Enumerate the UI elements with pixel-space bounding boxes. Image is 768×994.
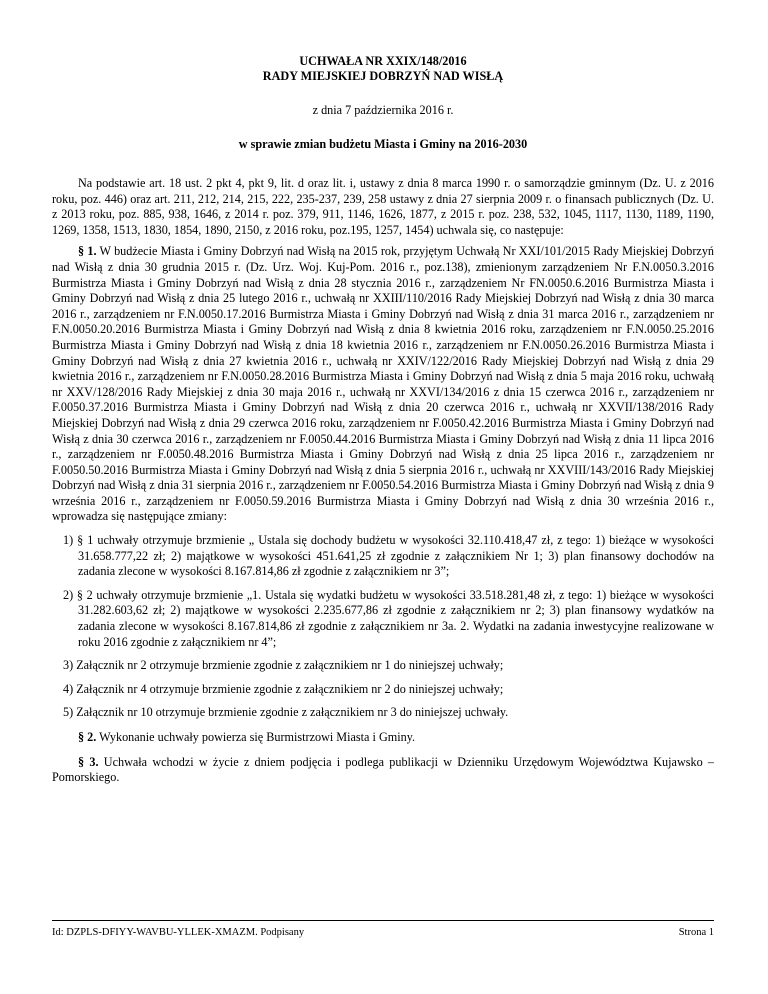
list-item: 3) Załącznik nr 2 otrzymuje brzmienie zgodnie z załącznikiem nr 1 do niniejszej uchwały; bbox=[63, 658, 504, 673]
section-1-paragraph bbox=[52, 244, 714, 525]
resolution-subject: w sprawie zmian budżetu Miasta i Gminy na 2016-2030 bbox=[238, 137, 528, 151]
footer-page-number: Strona 1 bbox=[678, 927, 714, 938]
resolution-title bbox=[52, 54, 714, 84]
footer-document-id: Id: DZPLS-DFIYY-WAVBU-YLLEK-XMAZM. Podpisany bbox=[52, 927, 305, 938]
section-2-mark: § 2. bbox=[78, 730, 97, 744]
list-item: 5) Załącznik nr 10 otrzymuje brzmienie zgodnie z załącznikiem nr 3 do niniejszej uchwały. bbox=[63, 705, 509, 720]
document-page bbox=[52, 54, 714, 786]
preamble-paragraph: Na podstawie art. 18 ust. 2 pkt 4, pkt 9, lit. d oraz lit. i, ustawy z dnia 8 marca 1990 r. o samorządzie gminnym (Dz. U. z 2016 roku, poz. 446) oraz art. 211, 212, 214, 215, 222, 235-237, 239, 258 ustawy z dnia 27 sierpnia 2009 r. o finansach publicznych (Dz. U. z 2013 roku, poz. 885, 938, 1646, z 2014 r. poz. 379, 911, 1146, 1626, 1877, z 2015 r. poz. 238, 532, 1045, 1117, 1130, 1189, 1190, 1269, 1358, 1513, 1830, 1854, 1890, 2150, z 2016 roku, poz.195, 1257, 1454) uchwala się, co następuje: bbox=[52, 176, 714, 237]
section-2-text: Wykonanie uchwały powierza się Burmistrzowi Miasta i Gminy. bbox=[99, 730, 416, 744]
amendment-list bbox=[52, 533, 714, 721]
list-item: 1) § 1 uchwały otrzymuje brzmienie „ Ustala się dochody budżetu w wysokości 32.110.418,47 zł, z tego: 1) bieżące w wysokości 31.658.777,22 zł; 2) majątkowe w wysokości 451.641,25 zł zgodnie z załącznikiem Nr 1; 3) plan finansowy dochodów na zadania zlecone w wysokości 8.167.814,86 zł zgodnie z załącznikiem nr 3”; bbox=[63, 533, 714, 579]
list-item: 4) Załącznik nr 4 otrzymuje brzmienie zgodnie z załącznikiem nr 2 do niniejszej uchwały; bbox=[63, 681, 504, 696]
section-3-paragraph bbox=[52, 755, 714, 786]
title-line-2: RADY MIEJSKIEJ DOBRZYŃ NAD WISŁĄ bbox=[262, 69, 504, 83]
section-2-paragraph bbox=[52, 730, 714, 746]
footer-divider bbox=[52, 920, 714, 921]
section-3-mark: § 3. bbox=[78, 754, 99, 769]
section-3-text: Uchwała wchodzi w życie z dniem podjęcia i podlega publikacji w Dzienniku Urzędowym Województwa Kujawsko – Pomorskiego. bbox=[52, 754, 715, 785]
resolution-date: z dnia 7 października 2016 r. bbox=[312, 103, 454, 117]
section-1-text: W budżecie Miasta i Gminy Dobrzyń nad Wisłą na 2015 rok, przyjętym Uchwałą Nr XXI/101/2015 Rady Miejskiej Dobrzyń nad Wisłą z dnia 30 grudnia 2015 r. (Dz. Urz. Woj. Kuj-Pom. 2016 r., poz.138), zmienionym zarządzeniem Nr F.N.0050.3.2016 Burmistrza Miasta i Gminy Dobrzyń nad Wisłą z dnia 28 stycznia 2016 r., zarządzeniem Nr FN.0050.6.2016 Burmistrza Miasta i Gminy Dobrzyń nad Wisłą z dnia 25 lutego 2016 r., uchwałą nr XXIII/110/2016 Rady Miejskiej Dobrzyń nad Wisłą z dnia 30 marca 2016 r., zarządzeniem nr F.N.0050.17.2016 Burmistrza Miasta i Gminy Dobrzyń nad Wisłą z dnia 31 marca 2016 r., zarządzeniem nr F.N.0050.20.2016 Burmistrza Miasta i Gminy Dobrzyń nad Wisłą z dnia 8 kwietnia 2016 roku, zarządzeniem nr F.N.0050.25.2016 Burmistrza Miasta i Gminy Dobrzyń nad Wisłą z dnia 18 kwietnia 2016 r., zarządzeniem nr F.N.0050.26.2016 Burmistrza Miasta i Gminy Dobrzyń nad Wisłą z dnia 27 kwietnia 2016 r., uchwałą nr XXIV/122/2016 Rady Miejskiej Dobrzyń nad Wisłą z dnia 29 kwietnia 2016 r., zarządzeniem nr F.N.0050.28.2016 Burmistrza Miasta i Gminy Dobrzyń nad Wisłą z dnia 5 maja 2016 roku, uchwałą nr XXV/128/2016 Rady Miejskiej z dnia 30 maja 2016 r., uchwałą nr XXVI/134/2016 z dnia 15 czerwca 2016 r., zarządzeniem nr F.0050.37.2016 Burmistrza Miasta i Gminy Dobrzyń nad Wisłą z dnia 20 czerwca 2016 r., uchwałą nr XXVII/138/2016 Rady Miejskiej Dobrzyń nad Wisłą z dnia 29 czerwca 2016 roku, zarządzeniem nr F.0050.42.2016 Burmistrza Miasta i Gminy Dobrzyń nad Wisłą z dnia 30 czerwca 2016 r., zarządzeniem nr F.0050.44.2016 Burmistrza Miasta i Gminy Dobrzyń nad Wisłą z dnia 11 lipca 2016 r., zarządzeniem nr F.0050.48.2016 Burmistrza Miasta i Gminy Dobrzyń nad Wisłą z dnia 25 lipca 2016 r., zarządzeniem nr F.0050.50.2016 Burmistrza Miasta i Gminy Dobrzyń nad Wisłą z dnia 5 sierpnia 2016 r., uchwałą nr XXVIII/143/2016 Rady Miejskiej Dobrzyń nad Wisłą z dnia 31 sierpnia 2016 r., zarządzeniem nr F.0050.54.2016 Burmistrza Miasta i Gminy Dobrzyń nad Wisłą z dnia 9 września 2016 r., zarządzeniem nr F.0050.59.2016 Burmistrza Miasta i Gminy Dobrzyń nad Wisłą z dnia 30 września 2016 r., wprowadza się następujące zmiany: bbox=[52, 244, 715, 524]
title-line-1: UCHWAŁA NR XXIX/148/2016 bbox=[299, 54, 467, 68]
section-1-mark: § 1. bbox=[78, 244, 97, 259]
list-item: 2) § 2 uchwały otrzymuje brzmienie „1. Ustala się wydatki budżetu w wysokości 33.518.281,48 zł, z tego: 1) bieżące w wysokości 31.282.603,62 zł; 2) majątkowe w wysokości 2.235.677,86 zł zgodnie z załącznikiem nr 2; 3) plan finansowy wydatków na zadania zlecone w wysokości 8.167.814,86 zł zgodnie z załącznikiem nr 3a. 2. Wydatki na zadania inwestycyjne realizowane w roku 2016 zgodnie z załącznikiem nr 4”; bbox=[63, 587, 714, 649]
